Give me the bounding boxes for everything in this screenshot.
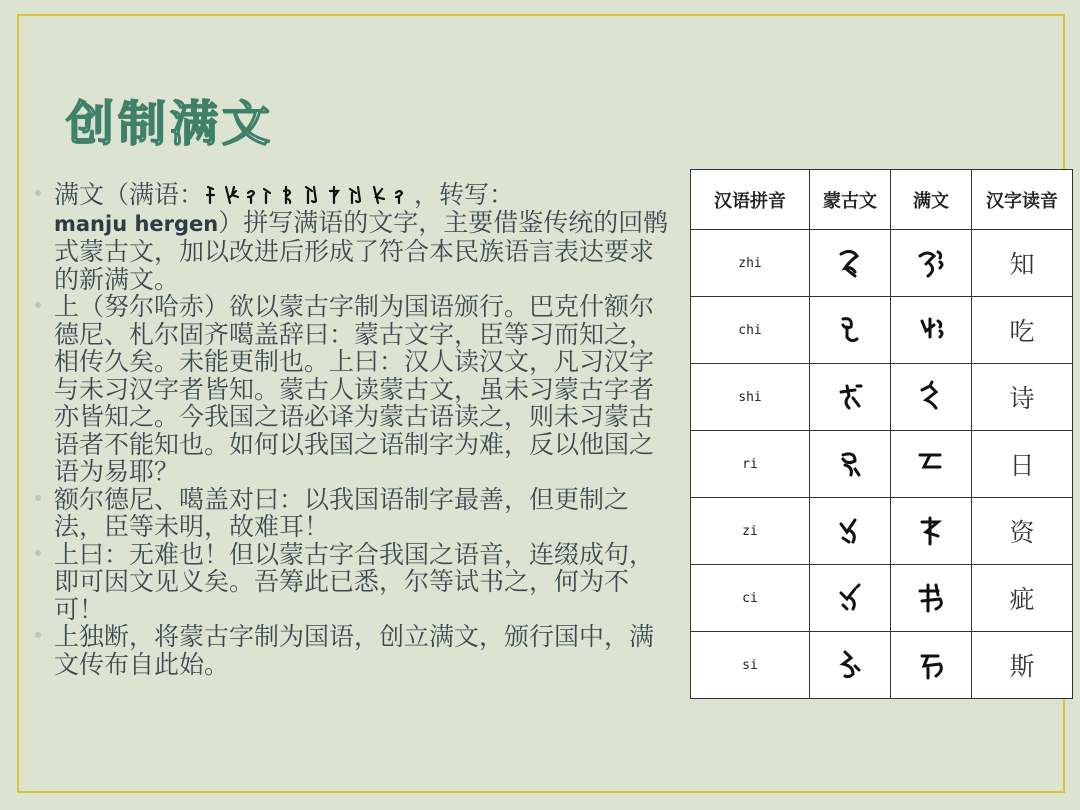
mongolian-glyph-cell (810, 364, 891, 431)
table-row (691, 297, 1073, 364)
header-mongolian: 蒙古文 (810, 170, 891, 230)
bullet-item: 上独断，将蒙古字制为国语，创立满文，颁行国中，满文传布自此始。 (34, 623, 674, 678)
manchu-glyph-cell (891, 230, 972, 297)
mongolian-glyph-image (835, 313, 865, 347)
manchu-glyph-cell (891, 364, 972, 431)
header-hanzi: 汉字读音 (972, 170, 1073, 230)
manchu-glyph-image (916, 246, 946, 280)
hanzi-cell: 疵 (972, 565, 1073, 632)
hanzi-cell: 诗 (972, 364, 1073, 431)
bullet-item (34, 181, 674, 293)
bullet-text-segment: ）拼写满语的文字，主要借鉴传统的回鹘式蒙古文，加以改进后形成了符合本民族语言表达要求的新满文。 (54, 207, 669, 294)
mongolian-glyph-cell (810, 632, 891, 699)
manchu-glyph-image (916, 447, 946, 481)
mongolian-glyph-image (835, 648, 865, 682)
hanzi-cell: 日 (972, 431, 1073, 498)
hanzi-cell: 知 (972, 230, 1073, 297)
bullet-text-segment: ，转写： (414, 180, 515, 209)
script-comparison-table (690, 169, 1073, 699)
bullet-item: 额尔德尼、噶盖对曰：以我国语制字最善，但更制之法，臣等未明，故难耳！ (34, 486, 674, 541)
manchu-glyph-image (916, 514, 946, 548)
bullet-item: 上曰：无难也！但以蒙古字合我国之语音，连缀成句，即可因文见义矣。吾筹此已悉，尔等试书之，何为不可！ (34, 541, 674, 624)
hanzi-cell: 斯 (972, 632, 1073, 699)
manchu-glyph-cell (891, 565, 972, 632)
manchu-glyph-image (916, 380, 946, 414)
mongolian-glyph-cell (810, 230, 891, 297)
mongolian-glyph-cell (810, 565, 891, 632)
mongolian-glyph-image (835, 246, 865, 280)
mongolian-glyph-image (835, 447, 865, 481)
manju-hergen-transliteration: manju hergen (54, 211, 219, 236)
pinyin-cell: ri (691, 431, 810, 498)
manchu-glyph-cell (891, 498, 972, 565)
table-row (691, 565, 1073, 632)
mongolian-glyph-image (835, 581, 865, 615)
pinyin-cell: si (691, 632, 810, 699)
mongolian-glyph-image (835, 380, 865, 414)
manchu-glyph-cell (891, 297, 972, 364)
slide-title: 创制满文 (66, 96, 275, 152)
mongolian-glyph-cell (810, 498, 891, 565)
hanzi-cell: 吃 (972, 297, 1073, 364)
manchu-glyph-image (916, 648, 946, 682)
bullet-list (34, 181, 674, 678)
table-row (691, 498, 1073, 565)
pinyin-cell: shi (691, 364, 810, 431)
table-row (691, 230, 1073, 297)
pinyin-cell: chi (691, 297, 810, 364)
manchu-glyph-cell (891, 431, 972, 498)
manchu-glyph-cell (891, 632, 972, 699)
pinyin-cell: ci (691, 565, 810, 632)
manchu-glyph-image (916, 313, 946, 347)
table-row (691, 364, 1073, 431)
hanzi-cell: 资 (972, 498, 1073, 565)
table-row (691, 431, 1073, 498)
table-row (691, 632, 1073, 699)
bullet-item: 上（努尔哈赤）欲以蒙古字制为国语颁行。巴克什额尔德尼、札尔固齐噶盖辞曰：蒙古文字，臣等习而知之，相传久矣。未能更制也。上曰：汉人读汉文，凡习汉字与未习汉字者皆知。蒙古人读蒙古文，虽未习蒙古字者亦皆知之。今我国之语必译为蒙古语读之，则未习蒙古语者不能知也。如何以我国之语制字为难，反以他国之语为易耶？ (34, 293, 674, 486)
pinyin-cell: zhi (691, 230, 810, 297)
pinyin-cell: zi (691, 498, 810, 565)
manchu-glyph-image (916, 581, 946, 615)
manchu-script-word (204, 183, 414, 207)
header-manchu: 满文 (891, 170, 972, 230)
mongolian-glyph-cell (810, 431, 891, 498)
mongolian-glyph-cell (810, 297, 891, 364)
bullet-text-segment: 满文（满语： (54, 180, 205, 209)
table-header-row (691, 170, 1073, 230)
mongolian-glyph-image (835, 514, 865, 548)
header-pinyin: 汉语拼音 (691, 170, 810, 230)
